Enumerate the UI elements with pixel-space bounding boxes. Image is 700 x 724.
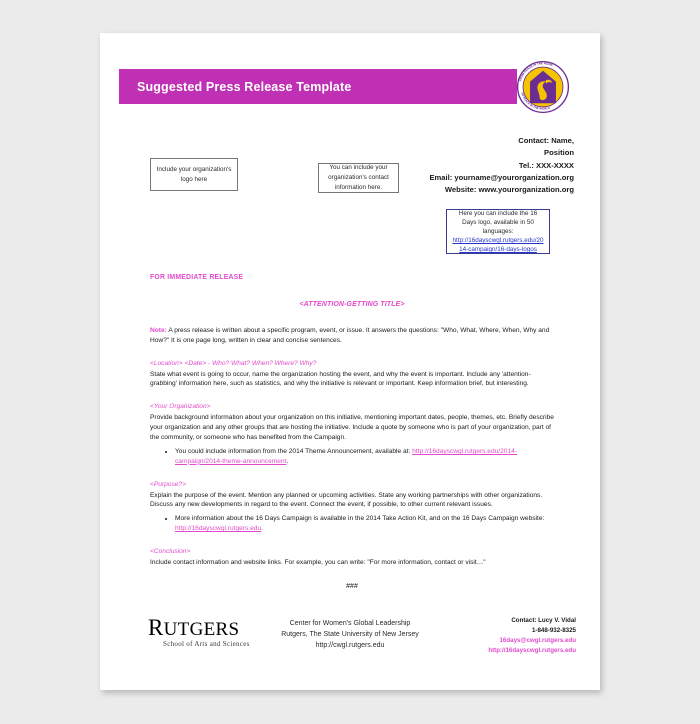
bullet-text-tail: . bbox=[261, 525, 263, 533]
svg-text:FROM PEACE IN THE HOME: FROM PEACE IN THE HOME bbox=[518, 61, 554, 82]
contact-position-line: Position bbox=[544, 148, 574, 158]
section-bullet-list bbox=[150, 514, 554, 534]
section-heading: <Your Organization> bbox=[150, 403, 211, 411]
rutgers-school-line: School of Arts and Sciences bbox=[163, 640, 250, 648]
bullet-text: More information about the 16 Days Campaign is available in the 2014 Take Action Kit, and on the 16 Days Campaign website: bbox=[175, 515, 545, 523]
bullet-item bbox=[175, 514, 554, 534]
section-text: Explain the purpose of the event. Mention any planned or upcoming activities. State any working partnerships with other organizations. Discuss any new developments in regard to the event. Connect the event, if possible, to other current relevant issues. bbox=[150, 491, 543, 509]
footer-contact-website[interactable]: http://16dayscwgl.rutgers.edu bbox=[488, 647, 576, 655]
bullet-text-tail: . bbox=[286, 457, 289, 465]
section-heading: <Conclusion> bbox=[150, 548, 191, 556]
contact-placeholder-text: You can include your organization's contact information here. bbox=[328, 164, 389, 191]
section-heading: <Purpose?> bbox=[150, 480, 186, 488]
16-days-logo-placeholder-text: Here you can include the 16 Days logo, available in 50 languages: bbox=[458, 209, 538, 235]
contact-website-line: Website: www.yourorganization.org bbox=[444, 185, 574, 195]
16-days-campaign-logo-icon bbox=[516, 60, 570, 114]
logo-placeholder-text: Include your organization's logo here bbox=[156, 165, 232, 183]
section-bullet-list bbox=[150, 447, 554, 467]
body-sections bbox=[150, 359, 554, 568]
section-heading: <Location> <Date> - Who? What? When? Where? Why? bbox=[150, 359, 317, 367]
document-body bbox=[150, 273, 554, 592]
note-paragraph bbox=[150, 326, 554, 346]
footer-contact-block bbox=[406, 616, 576, 656]
footer-contact-name: Contact: Lucy V. Vidal bbox=[511, 617, 576, 624]
document-title: Suggested Press Release Template bbox=[137, 79, 352, 94]
rutgers-wordmark-cap: R bbox=[148, 615, 164, 640]
document-title-bar bbox=[119, 69, 517, 104]
header-contact-block bbox=[314, 135, 574, 196]
note-label: Note: bbox=[150, 326, 167, 334]
section-text: State what event is going to occur, name the organization hosting the event, and why the event is important. Include any 'attention-grabbing' information here, such as statistics, and why the initiative is relevant or important. Keep information brief, but interesting. bbox=[150, 370, 531, 388]
section-text: Provide background information about your organization on this initiative, mentioning important dates, people, themes, etc. Briefly describe your organization and any other groups that are hosting the initiative. Include a quote by someone who is part of your organization, part of the community, or someone who has benefited from the Campaign. bbox=[150, 414, 554, 441]
note-text: A press release is written about a specific program, event, or issue. It answers the questions: "Who, What, Where, When, Why and How?" It is one page long, written in clear and concise sentences. bbox=[150, 326, 550, 344]
bullet-link[interactable]: http://16dayscwgl.rutgers.edu/2014-campaign/2014-theme-announcement bbox=[175, 447, 518, 465]
logo-placeholder-box[interactable] bbox=[150, 158, 238, 191]
16-days-logo-placeholder-box[interactable] bbox=[446, 209, 550, 254]
attention-getting-title: <ATTENTION-GETTING TITLE> bbox=[299, 301, 405, 309]
footer-center-line-3: http://cwgl.rutgers.edu bbox=[315, 642, 385, 650]
section-text: Include contact information and website links. For example, you can write: "For more information, contact or visit…" bbox=[150, 559, 486, 566]
bullet-text: You could include information from the 2014 Theme Announcement, available at: bbox=[175, 447, 413, 455]
footer-center-line-2: Rutgers, The State University of New Jersey bbox=[281, 631, 419, 639]
contact-name-line: Contact: Name, bbox=[518, 136, 574, 145]
footer-contact-email[interactable]: 16days@cwgl.rutgers.edu bbox=[499, 637, 576, 645]
end-marker: ### bbox=[346, 582, 358, 590]
contact-tel-line: Tel.: XXX-XXXX bbox=[518, 160, 574, 170]
footer-center-line-1: Center for Women's Global Leadership bbox=[289, 620, 411, 627]
bullet-link[interactable]: http://16dayscwgl.rutgers.edu bbox=[175, 525, 262, 533]
16-days-logo-link[interactable]: http://16dayscwgl.rutgers.edu/2014-campaign/16-days-logos bbox=[452, 237, 544, 254]
footer-contact-phone: 1-848-932-8325 bbox=[531, 627, 576, 635]
document-footer bbox=[100, 614, 600, 668]
bullet-item bbox=[175, 447, 554, 467]
rutgers-wordmark-rest: UTGERS bbox=[163, 619, 240, 640]
svg-text:TO PEACE IN THE WORLD: TO PEACE IN THE WORLD bbox=[520, 91, 551, 111]
document-page bbox=[100, 33, 600, 690]
for-immediate-release-label: FOR IMMEDIATE RELEASE bbox=[150, 274, 244, 281]
contact-email-line: Email: yourname@yourorganization.org bbox=[429, 172, 574, 182]
